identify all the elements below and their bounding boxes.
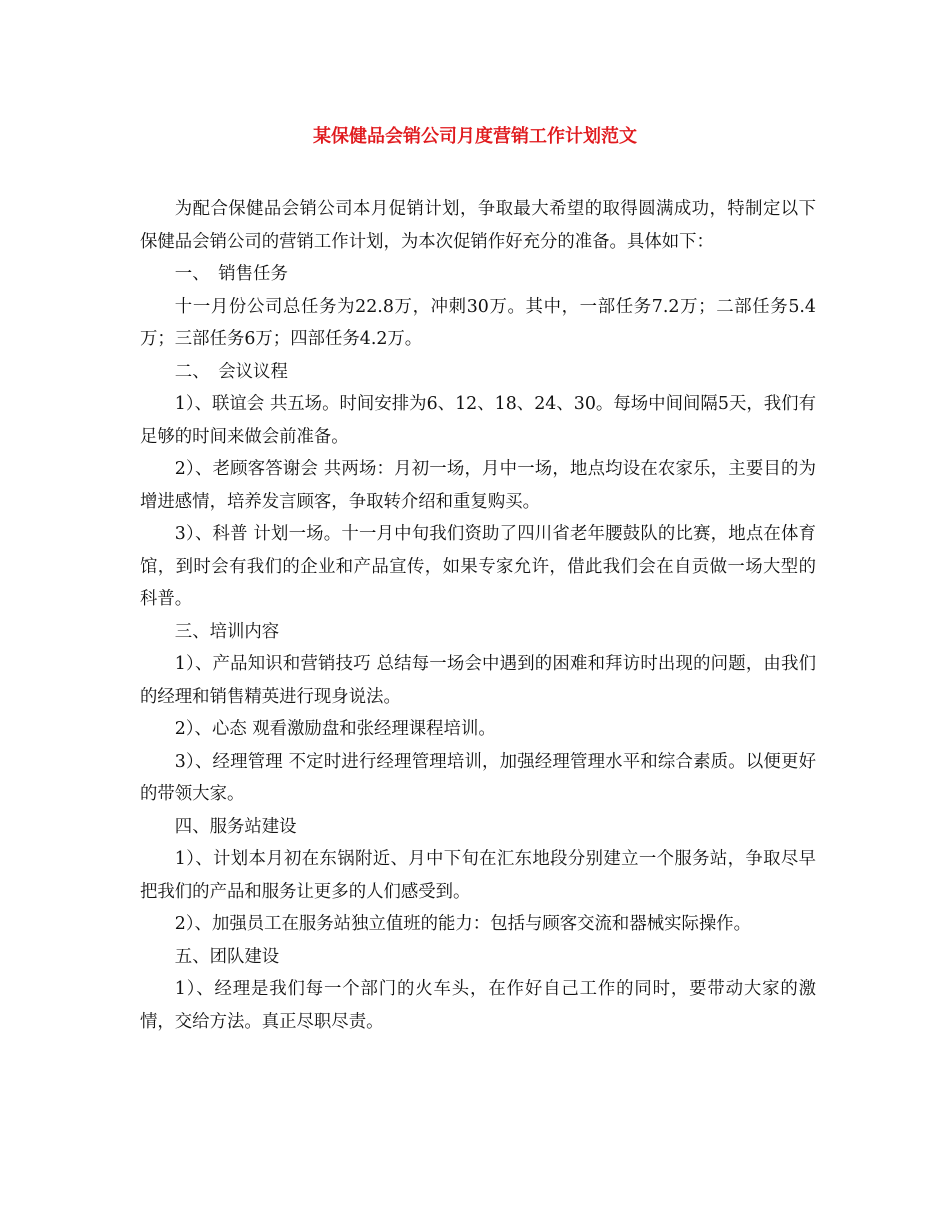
team-building-item-manager: 1）、经理是我们每一个部门的火车头，在作好自己工作的同时，要带动大家的激情，交给方法。真正尽职尽责。 — [140, 979, 816, 1032]
section-heading-meeting-agenda: 二、 会议议程 — [174, 361, 288, 382]
intro-paragraph: 为配合保健品会销公司本月促销计划，争取最大希望的取得圆满成功，特制定以下保健品会销公司的营销工作计划，为本次促销作好充分的准备。具体如下： — [140, 199, 816, 252]
service-station-item-staff: 2）、加强员工在服务站独立值班的能力：包括与顾客交流和器械实际操作。 — [174, 914, 752, 934]
training-item-manager: 3）、经理管理 不定时进行经理管理培训，加强经理管理水平和综合素质。以便更好的带领大家。 — [140, 751, 816, 804]
agenda-item-customer-appreciation: 2）、老顾客答谢会 共两场：月初一场，月中一场，地点均设在农家乐，主要目的为增进感情，培养发言顾客，争取转介绍和重复购买。 — [140, 459, 816, 512]
section-heading-sales-task: 一、 销售任务 — [174, 264, 288, 284]
section-heading-service-station: 四、服务站建设 — [174, 816, 297, 837]
document-body — [140, 193, 816, 1038]
section-heading-training: 三、培训内容 — [174, 621, 280, 642]
training-item-mindset: 2）、心态 观看激励盘和张经理课程培训。 — [174, 719, 496, 739]
section-heading-team-building: 五、团队建设 — [174, 946, 280, 967]
agenda-item-science-lecture: 3）、科普 计划一场。十一月中旬我们资助了四川省老年腰鼓队的比赛，地点在体育馆，到时会有我们的企业和产品宣传，如果专家允许，借此我们会在自贡做一场大型的科普。 — [140, 524, 816, 609]
training-item-product-knowledge: 1）、产品知识和营销技巧 总结每一场会中遇到的困难和拜访时出现的问题，由我们的经理和销售精英进行现身说法。 — [140, 654, 816, 707]
document-title: 某保健品会销公司月度营销工作计划范文 — [313, 126, 637, 147]
sales-task-paragraph: 十一月份公司总任务为22.8万，冲刺30万。其中，一部任务7.2万；二部任务5.4万；三部任务6万；四部任务4.2万。 — [140, 296, 816, 349]
agenda-item-social-meeting: 1）、联谊会 共五场。时间安排为6、12、18、24、30。每场中间间隔5天，我们有足够的时间来做会前准备。 — [140, 394, 816, 447]
service-station-item-build: 1）、计划本月初在东锅附近、月中下旬在汇东地段分别建立一个服务站，争取尽早把我们的产品和服务让更多的人们感受到。 — [140, 849, 816, 902]
